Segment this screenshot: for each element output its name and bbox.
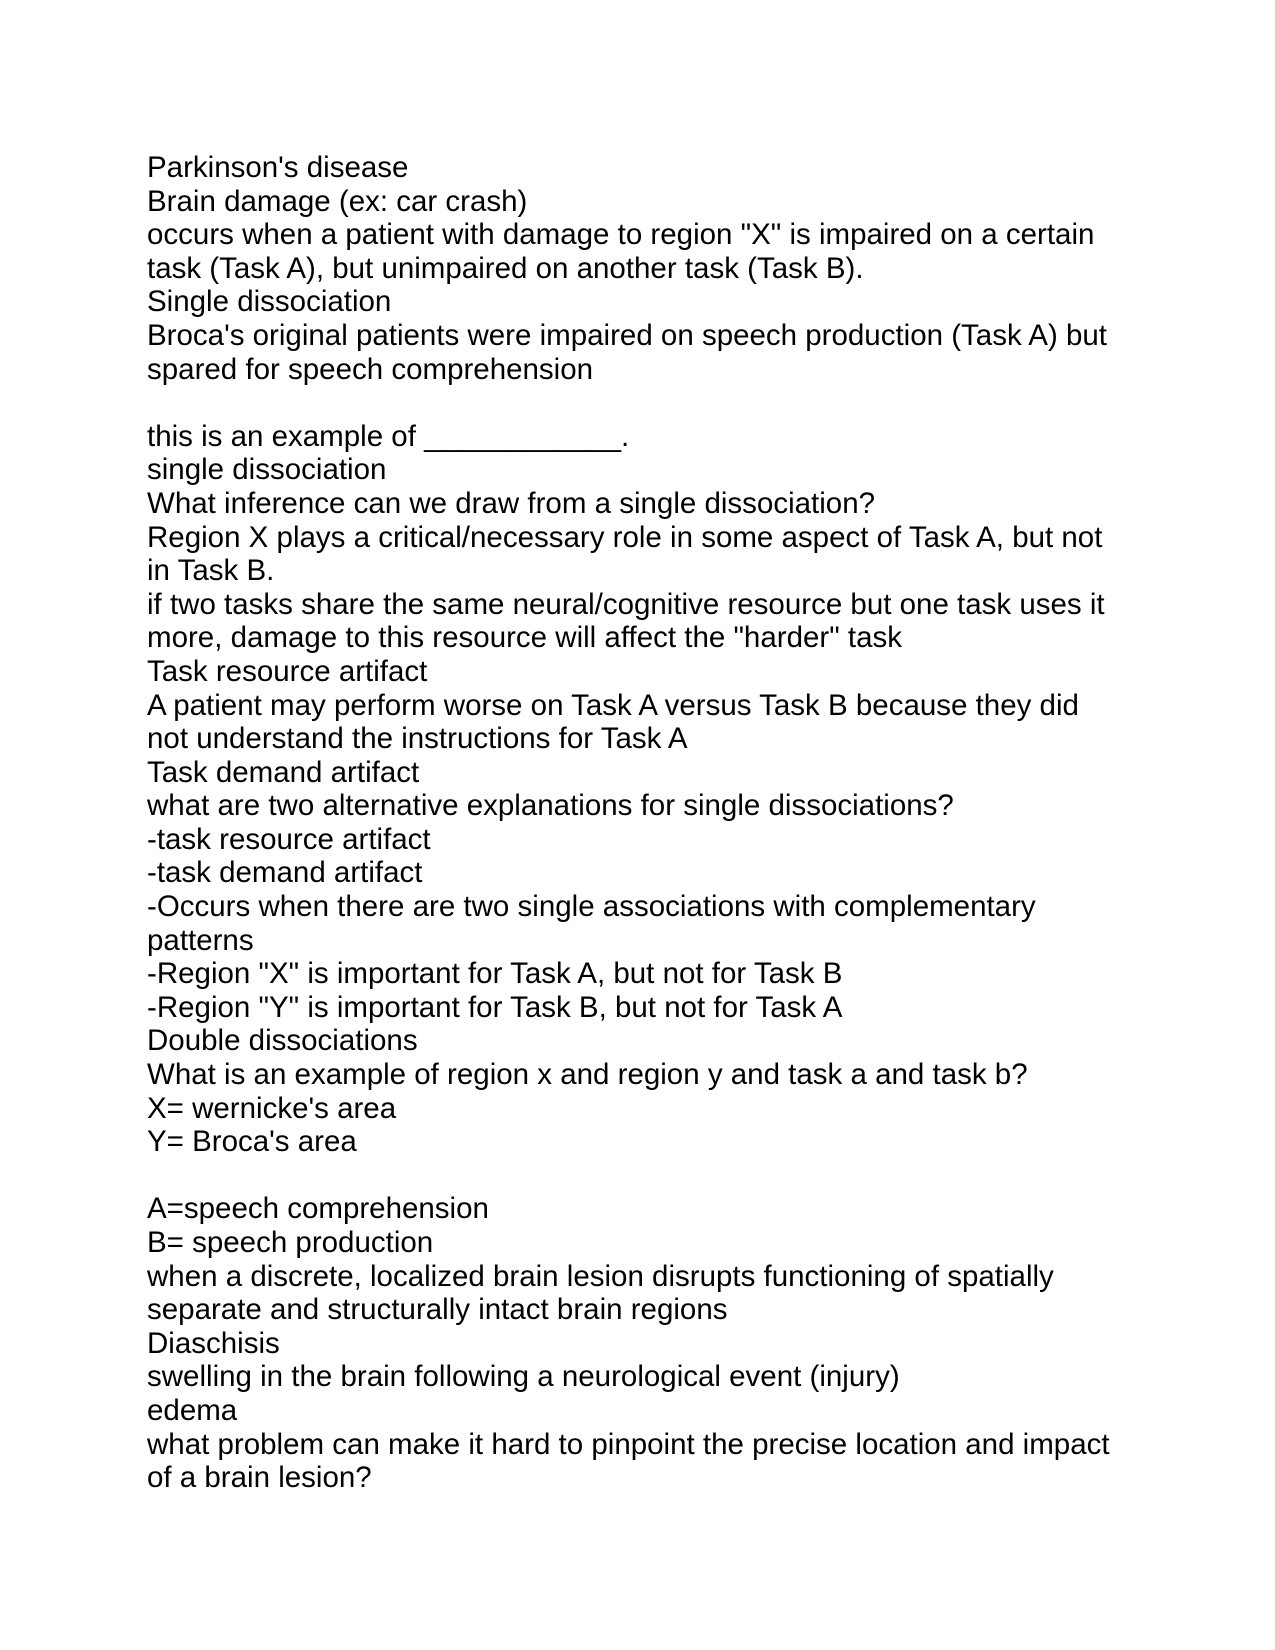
text-line: Task resource artifact	[147, 654, 428, 688]
text-line: swelling in the brain following a neurological event (injury)	[147, 1360, 900, 1394]
blank-line	[147, 386, 1137, 420]
text-line: not understand the instructions for Task A	[147, 722, 688, 756]
text-line: single dissociation	[147, 453, 387, 487]
text-line: patterns	[147, 923, 254, 957]
text-line: A patient may perform worse on Task A versus Task B because they did	[147, 688, 1079, 722]
text-line: spared for speech comprehension	[147, 352, 594, 386]
text-line: what problem can make it hard to pinpoint the precise location and impact	[147, 1427, 1110, 1461]
text-line: Task demand artifact	[147, 755, 420, 789]
text-line: X= wernicke's area	[147, 1091, 397, 1125]
text-line: this is an example of ____________.	[147, 419, 630, 453]
text-line: Broca's original patients were impaired on speech production (Task A) but	[147, 318, 1107, 352]
text-line: Double dissociations	[147, 1024, 418, 1058]
text-line: separate and structurally intact brain regions	[147, 1293, 728, 1327]
text-line: What inference can we draw from a single dissociation?	[147, 486, 876, 520]
text-line: A=speech comprehension	[147, 1192, 489, 1226]
text-line: Region X plays a critical/necessary role in some aspect of Task A, but not	[147, 520, 1103, 554]
text-line: task (Task A), but unimpaired on another task (Task B).	[147, 251, 864, 285]
text-line: Diaschisis	[147, 1326, 280, 1360]
text-line: -task resource artifact	[147, 822, 431, 856]
text-line: if two tasks share the same neural/cognitive resource but one task uses it	[147, 587, 1105, 621]
text-line: Y= Broca's area	[147, 1125, 357, 1159]
blank-line	[147, 1159, 1137, 1193]
text-line: in Task B.	[147, 554, 275, 588]
text-line: Parkinson's disease	[147, 151, 409, 184]
text-line: Single dissociation	[147, 285, 392, 319]
text-line: B= speech production	[147, 1226, 434, 1259]
text-line: -Region "Y" is important for Task B, but not for Task A	[147, 990, 843, 1024]
text-line: What is an example of region x and region y and task a and task b?	[147, 1058, 1028, 1092]
text-line: more, damage to this resource will affect the "harder" task	[147, 621, 902, 655]
text-line: -task demand artifact	[147, 856, 423, 890]
text-line: -Region "X" is important for Task A, but not for Task B	[147, 957, 843, 991]
text-line: of a brain lesion?	[147, 1461, 372, 1495]
text-line: -Occurs when there are two single associations with complementary	[147, 890, 1036, 924]
text-line: Brain damage (ex: car crash)	[147, 184, 528, 218]
text-line: occurs when a patient with damage to region "X" is impaired on a certain	[147, 218, 1095, 252]
document-text	[147, 151, 1137, 1495]
text-line: edema	[147, 1393, 238, 1427]
text-line: when a discrete, localized brain lesion disrupts functioning of spatially	[147, 1259, 1054, 1293]
text-line: what are two alternative explanations for single dissociations?	[147, 789, 954, 823]
